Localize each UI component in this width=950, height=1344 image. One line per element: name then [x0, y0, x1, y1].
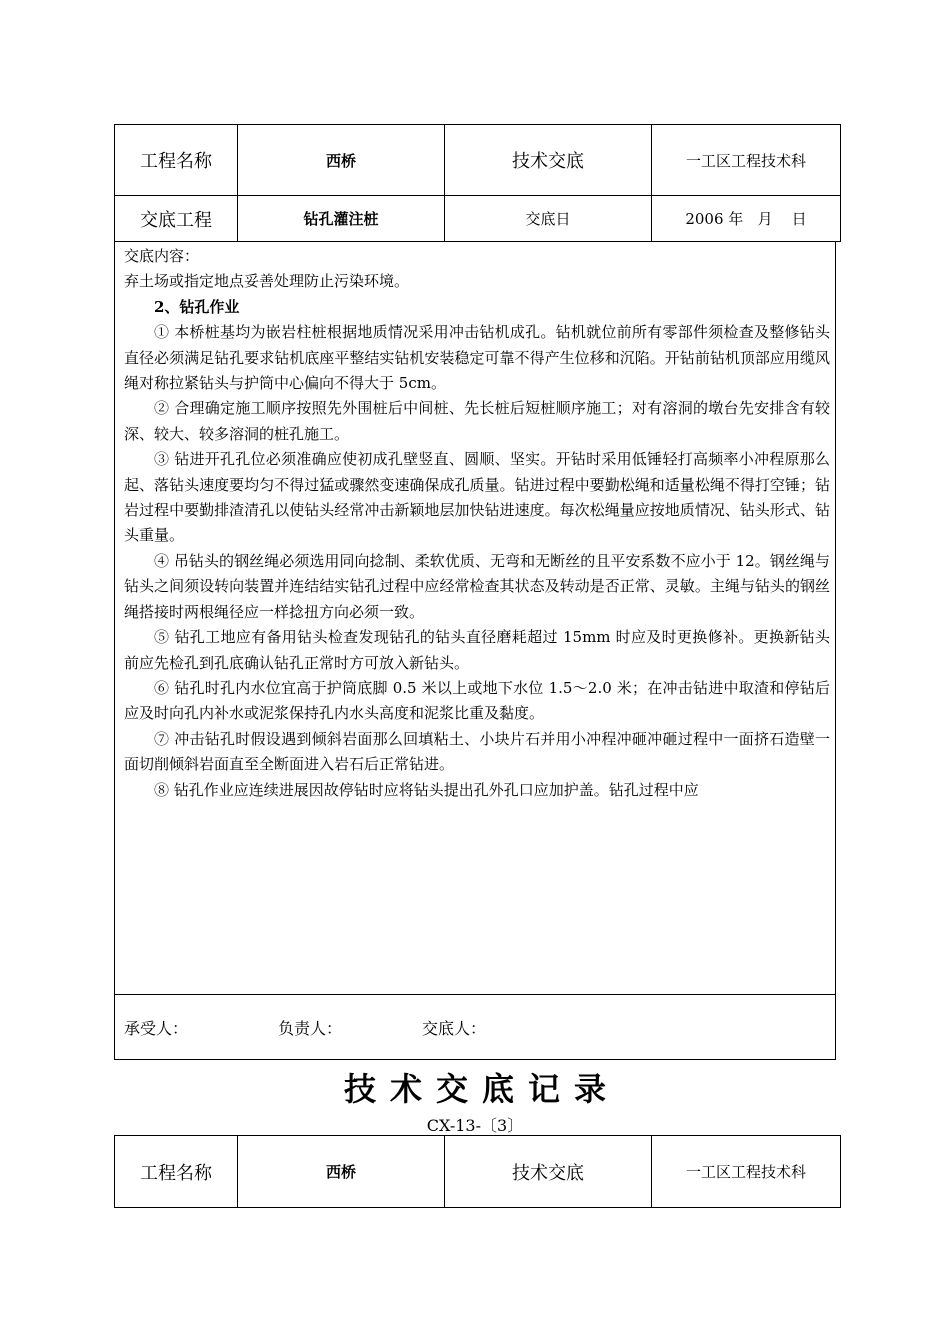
project-name-value-2: 西桥 [238, 1136, 445, 1208]
project-name-label-2: 工程名称 [115, 1136, 238, 1208]
content-paragraph: ⑧ 钻孔作业应连续进展因故停钻时应将钻头提出孔外孔口应加护盖。钻孔过程中应 [154, 780, 699, 799]
date-value: 2006 年 月 日 [652, 196, 841, 242]
record-code: CX-13-〔3〕 [426, 1116, 524, 1135]
content-paragraph: ⑦ 冲击钻孔时假设遇到倾斜岩面那么回填粘土、小块片石并用小冲程冲砸冲砸过程中一面挤石造壁一面切削倾斜岩面直至全断面进入岩石后正常钻进。 [124, 729, 830, 774]
content-paragraph: ⑥ 钻孔时孔内水位宜高于护筒底脚 0.5 米以上或地下水位 1.5～2.0 米；在冲击钻进中取渣和停钻后应及时向孔内补水或泥浆保持孔内水头高度和泥浆比重及黏度。 [124, 678, 830, 723]
content-body [124, 244, 830, 803]
discloser-label: 交底人： [422, 1019, 487, 1038]
project-name-label: 工程名称 [115, 125, 238, 196]
project-name-value: 西桥 [238, 125, 445, 196]
supervisor-label: 负责人： [278, 1019, 343, 1038]
header-table-2 [114, 1135, 841, 1208]
department: 一工区工程技术科 [652, 125, 841, 196]
topic-label: 交底工程 [115, 196, 238, 242]
section-heading: 2、钻孔作业 [154, 297, 240, 316]
content-paragraph: 弃土场或指定地点妥善处理防止污染环境。 [124, 272, 410, 291]
content-paragraph: ① 本桥桩基均为嵌岩柱桩根据地质情况采用冲击钻机成孔。钻机就位前所有零部件须检查及整修钻头直径必须满足钻孔要求钻机底座平整结实钻机安装稳定可靠不得产生位移和沉陷。开钻前钻机顶部应用缆风绳对称拉紧钻头与护筒中心偏向不得大于 5cm。 [124, 323, 830, 393]
content-paragraph: ② 合理确定施工顺序按照先外围桩后中间桩、先长桩后短桩顺序施工；对有溶洞的墩台先安排含有较深、较大、较多溶洞的桩孔施工。 [124, 399, 830, 443]
department-2: 一工区工程技术科 [652, 1136, 841, 1208]
content-paragraph: ⑤ 钻孔工地应有备用钻头检查发现钻孔的钻头直径磨耗超过 15mm 时应及时更换修补。更换新钻头前应先检孔到孔底确认钻孔正常时方可放入新钻头。 [124, 628, 830, 672]
content-box [114, 241, 836, 995]
doc-type-2: 技术交底 [445, 1136, 652, 1208]
content-label: 交底内容： [124, 247, 200, 265]
content-paragraph: ④ 吊钻头的钢丝绳必须选用同向捻制、柔软优质、无弯和无断丝的且平安系数不应小于 12。钢丝绳与钻头之间须设转向装置并连结结实钻孔过程中应经常检查其状态及转动是否正常、灵敏。主绳与钻头的钢丝绳搭接时两根绳径应一样捻扭方向必须一致。 [124, 551, 830, 621]
topic-value: 钻孔灌注桩 [238, 196, 445, 242]
signature-row [114, 994, 836, 1060]
header-table [114, 124, 841, 242]
doc-type: 技术交底 [445, 125, 652, 196]
content-paragraph: ③ 钻进开孔孔位必须准确应使初成孔壁竖直、圆顺、坚实。开钻时采用低锤轻打高频率小冲程原那么起、落钻头速度要均匀不得过猛或骤然变速确保成孔质量。钻进过程中要勤松绳和适量松绳不得打空锤；钻岩过程中要勤排渣清孔以使钻头经常冲击新颖地层加快钻进速度。每次松绳量应按地质情况、钻头形式、钻头重量。 [124, 450, 830, 545]
receiver-label: 承受人： [124, 1019, 189, 1038]
record-title: 技术交底记录 [343, 1070, 620, 1108]
date-label: 交底日 [445, 196, 652, 242]
